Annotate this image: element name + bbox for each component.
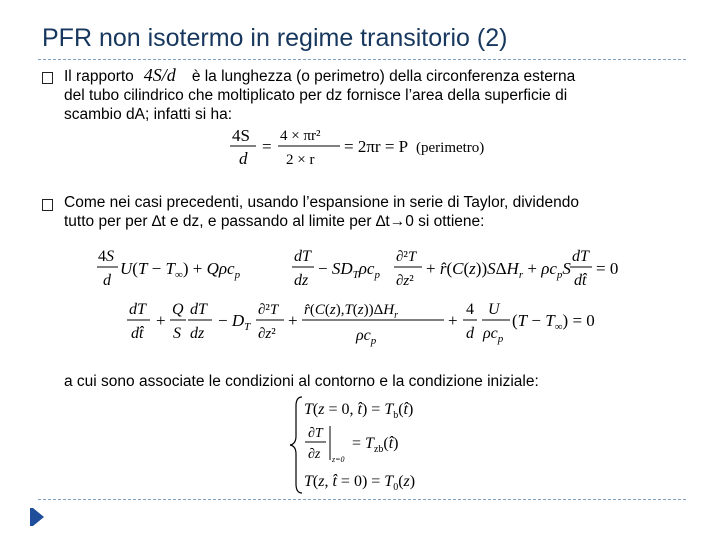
- svg-text:∂²T: ∂²T: [396, 249, 417, 265]
- svg-text:dt̂: dt̂: [131, 325, 144, 342]
- svg-text:dz: dz: [294, 272, 309, 289]
- bullet-1-text: [64, 66, 694, 124]
- svg-text:U(T − T∞) + Qρcp: $U(T - T_\infty) + Q\rho c_p$: [120, 259, 241, 281]
- svg-text:− SDTρcp: − $SD_T\rho c_p$: [318, 259, 380, 281]
- bullet-1-pre: Il rapporto: [64, 68, 134, 85]
- svg-text:− DT: − $D_T$: [218, 311, 251, 333]
- bullet-2-line-2: tutto per per ∆t e dz, e passando al limite per ∆t→0 si ottiene:: [64, 213, 485, 230]
- svg-text:∂z: ∂z: [308, 447, 321, 462]
- svg-text:dt̂: dt̂: [574, 272, 587, 289]
- svg-text:dz: dz: [190, 325, 205, 342]
- svg-text:S: S: [173, 325, 181, 342]
- title-divider: [38, 59, 686, 60]
- eq-lhs-den: d: [239, 149, 248, 168]
- svg-text:∂T: ∂T: [308, 426, 323, 441]
- svg-text:d: d: [103, 272, 111, 289]
- svg-text:∂z²: ∂z²: [396, 273, 414, 289]
- svg-text:Q: Q: [172, 301, 184, 318]
- eq-mid-num: 4 × πr²: [280, 128, 321, 144]
- bullet-marker-1: [42, 72, 53, 84]
- condition-3: T(z, t̂ = $0) = T_0(z)$: [304, 473, 416, 493]
- svg-text:∂²T: ∂²T: [258, 302, 279, 318]
- eq-mid-den: 2 × r: [286, 152, 315, 168]
- bullet-1-line-1: [64, 66, 694, 86]
- svg-text:+: +: [156, 311, 166, 330]
- bullet-1-line-3: scambio dA; infatti si ha:: [64, 106, 232, 123]
- svg-text:r̂(C(z),T(z))ΔHr: $r̂(C(z),T(z))\Delta H_r$: [304, 302, 399, 321]
- next-slide-arrow-icon[interactable]: [33, 508, 44, 526]
- bullet-2-line-1: Come nei casi precedenti, usando l’espansione in serie di Taylor, dividendo: [64, 194, 579, 211]
- svg-text:dT: dT: [294, 248, 311, 265]
- boundary-conditions: [288, 394, 438, 496]
- eq-lhs-num: 4S: [232, 126, 250, 145]
- svg-text:=: =: [262, 137, 272, 156]
- eq-rhs: = 2πr = P: [344, 137, 409, 156]
- svg-text:(T − T∞) = 0: $(T - T_\infty) = 0$: [512, 311, 595, 333]
- svg-text:dT: dT: [129, 301, 146, 318]
- svg-text:∂z²: ∂z²: [258, 326, 276, 342]
- slide-title: PFR non isotermo in regime transitorio (2): [42, 24, 508, 52]
- footer-divider: [38, 499, 686, 500]
- bullet-1-line-1-rest: è la lunghezza (o perimetro) della circonferenza esterna: [191, 68, 576, 85]
- svg-text:ρcp: $\rho c_p$: [483, 325, 504, 345]
- svg-text:= 0: = 0: [596, 259, 619, 278]
- svg-text:+: +: [288, 311, 298, 330]
- energy-balance-equation-2: [126, 296, 596, 348]
- condition-1: T(z = 0, t̂) = $T_b(t̂)$: [304, 401, 414, 421]
- condition-2: = $T_{zb}(t̂)$: [352, 435, 399, 455]
- eq-note: (perimetro): [416, 140, 485, 156]
- svg-text:U: U: [488, 301, 500, 318]
- svg-text:d: d: [466, 325, 474, 342]
- closing-text: a cui sono associate le condizioni al contorno e la condizione iniziale:: [64, 373, 539, 390]
- svg-text:ρcp: $\rho c_p$: [356, 327, 377, 347]
- bullet-1-line-2: del tubo cilindrico che moltiplicato per dz fornisce l’area della superficie di: [64, 87, 568, 104]
- svg-text:4S: 4S: [98, 248, 114, 265]
- energy-balance-equation-1: [96, 244, 626, 292]
- svg-text:+: +: [448, 311, 458, 330]
- svg-text:4: 4: [466, 301, 474, 318]
- inline-fraction: 4S/d: [143, 65, 176, 85]
- bullet-2-text: [64, 193, 704, 231]
- svg-text:dT: dT: [190, 301, 207, 318]
- perimeter-equation: [228, 124, 498, 170]
- svg-text:+ r̂(C(z))SΔHr + ρcpS: + $r̂(C(z))S\Delta H_r + \rho c_pS$: [426, 259, 571, 281]
- bullet-marker-2: [42, 199, 53, 211]
- svg-text:dT: dT: [572, 248, 589, 265]
- svg-text:z=0: z=0: [332, 455, 345, 464]
